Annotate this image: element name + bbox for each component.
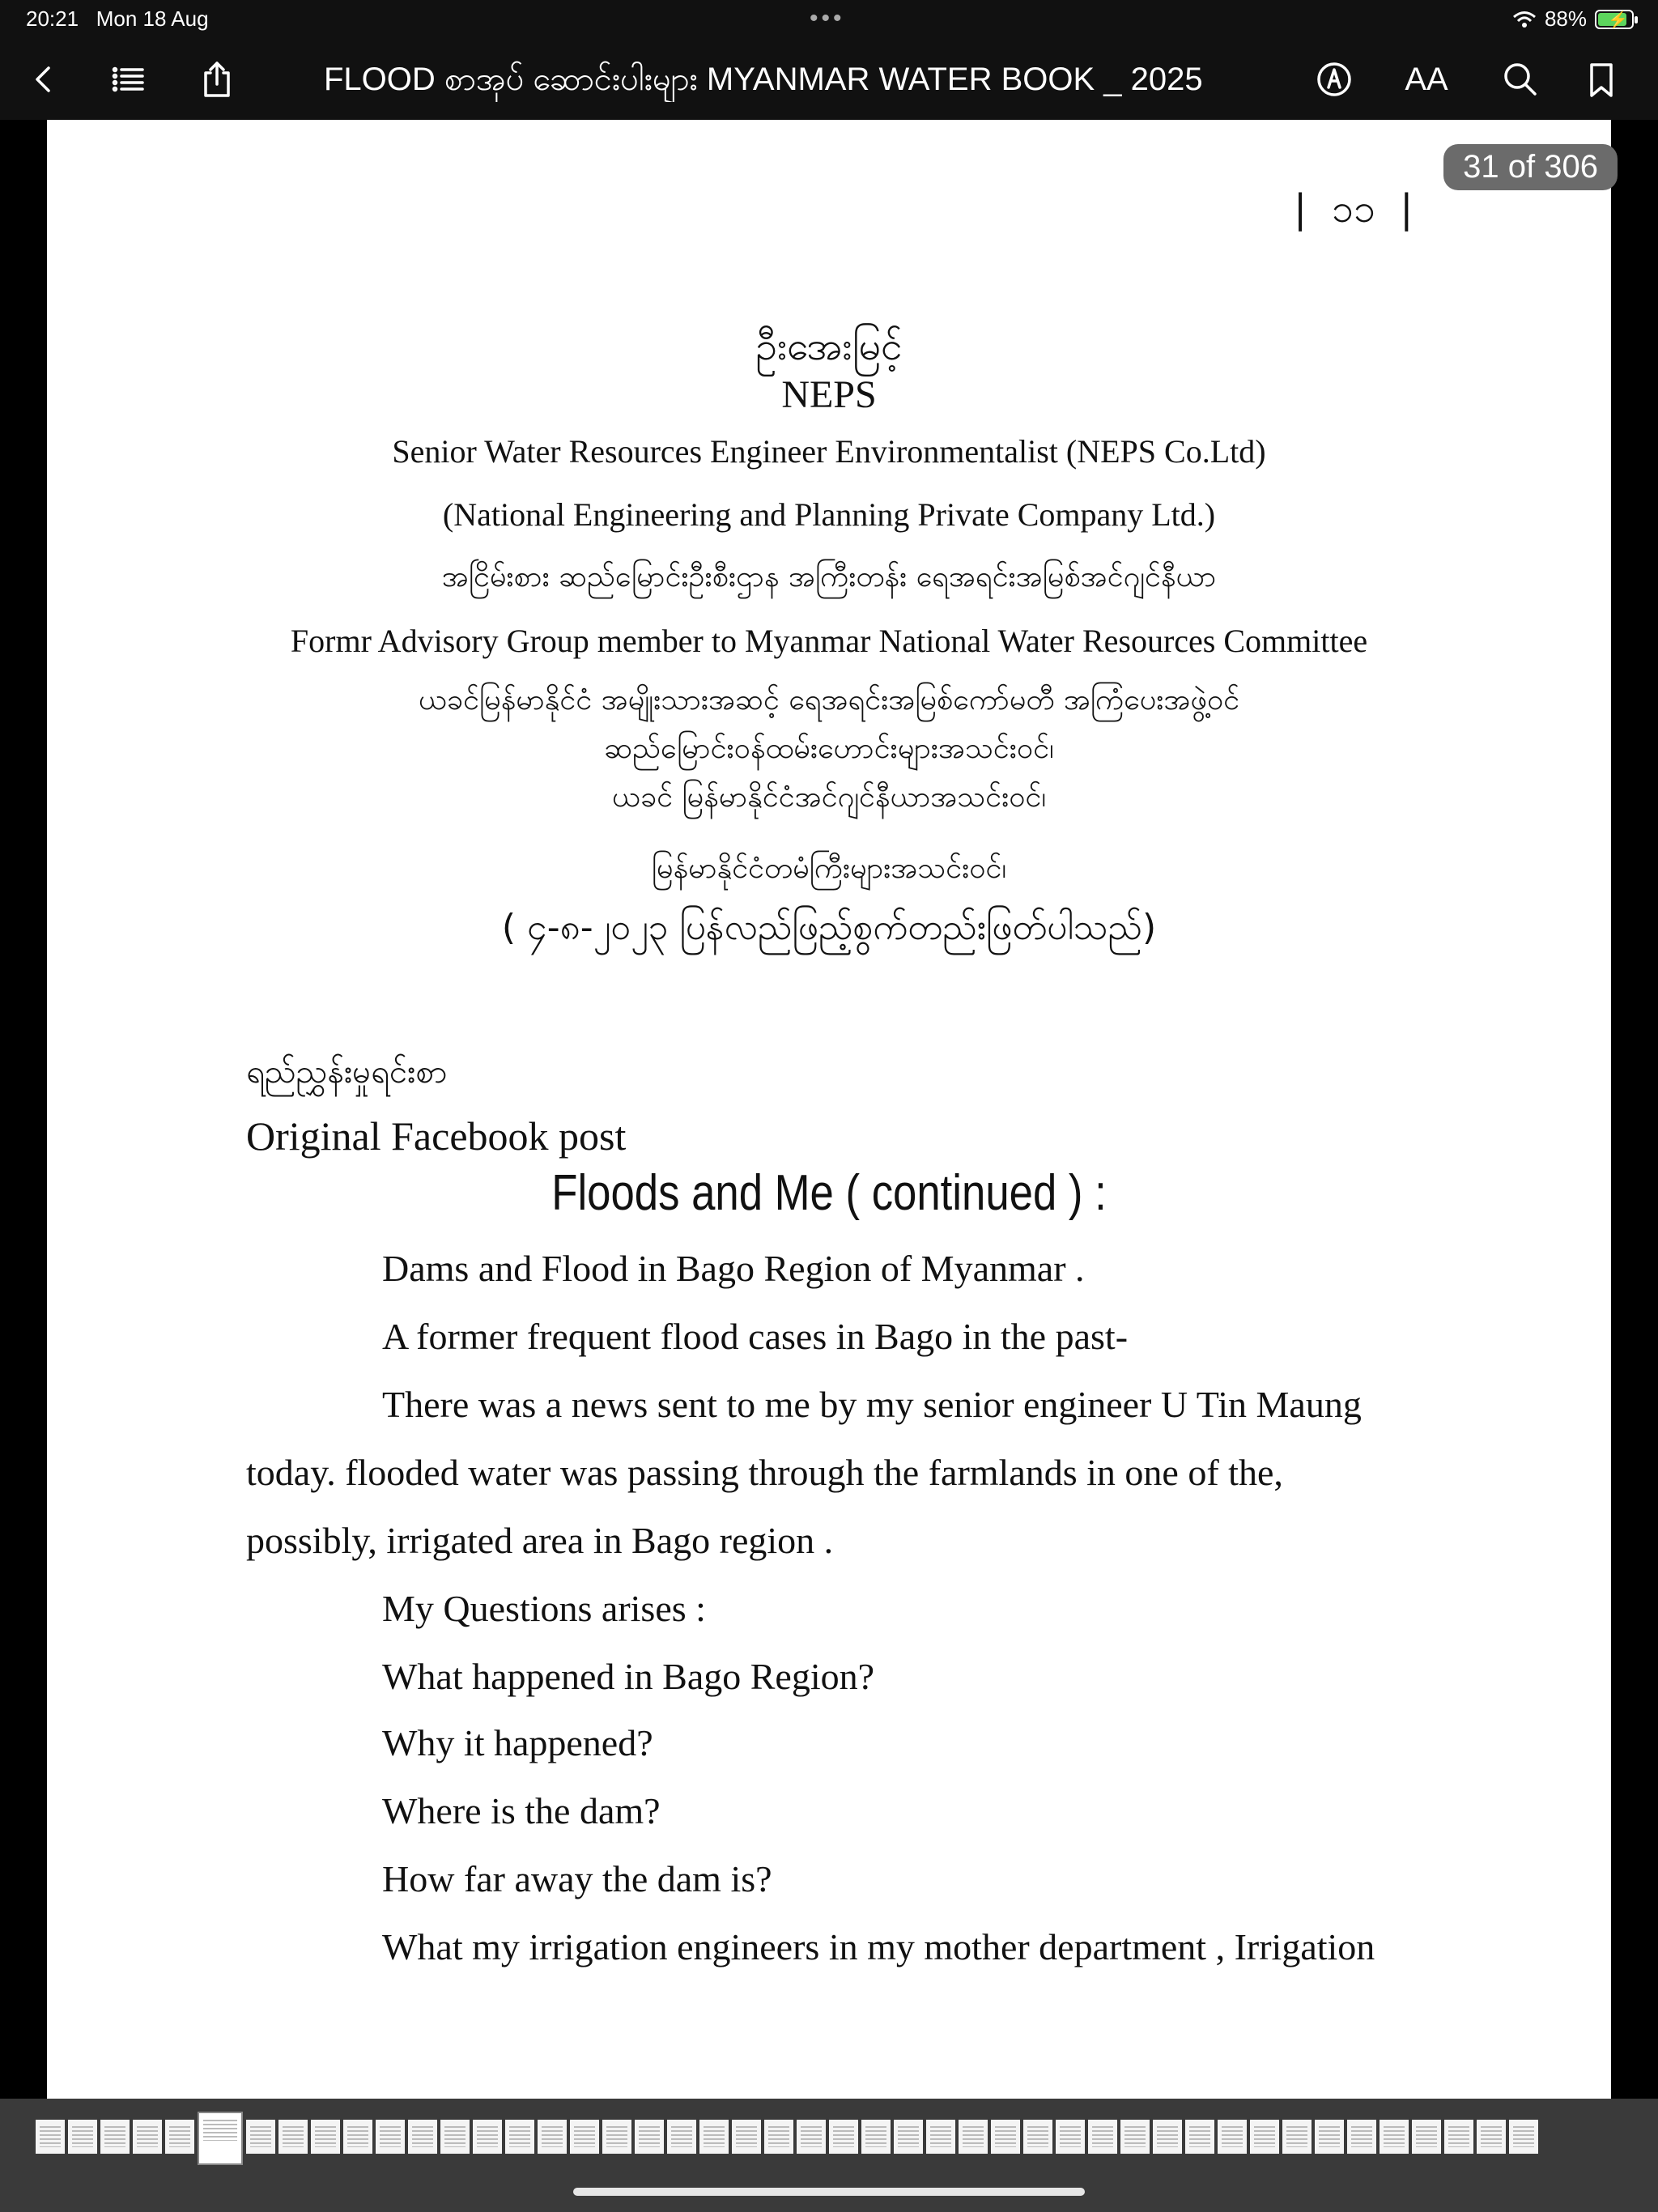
author-title-line-1: Senior Water Resources Engineer Environmentalist (NEPS Co.Ltd) xyxy=(392,433,1266,470)
document-page[interactable] xyxy=(47,120,1611,2099)
page-thumbnail[interactable] xyxy=(1023,2120,1052,2154)
page-thumbnail[interactable] xyxy=(1380,2120,1409,2154)
time-text: 20:21 xyxy=(26,6,79,31)
text-size-button[interactable] xyxy=(1402,55,1451,104)
page-thumbnail[interactable] xyxy=(311,2120,340,2154)
body-line: Why it happened? xyxy=(382,1722,653,1763)
body-line: What happened in Bago Region? xyxy=(382,1656,875,1697)
multitasking-dots-icon[interactable]: ••• xyxy=(810,5,845,32)
body-line: There was a news sent to me by my senior engineer U Tin Maung xyxy=(382,1384,1362,1425)
reference-label-en: Original Facebook post xyxy=(246,1113,627,1159)
body-line: A former frequent flood cases in Bago in the past- xyxy=(382,1316,1129,1357)
body-line: My Questions arises : xyxy=(382,1588,706,1629)
page-thumbnail[interactable] xyxy=(1250,2120,1279,2154)
bookmark-icon[interactable] xyxy=(1577,55,1626,104)
page-thumbnail[interactable] xyxy=(570,2120,599,2154)
page-thumbnail[interactable] xyxy=(959,2120,988,2154)
page-thumbnail[interactable] xyxy=(829,2120,858,2154)
author-title-line-5: ယခင်မြန်မာနိုင်ငံ အမျိုးသားအဆင့် ရေအရင်းအမြစ်ကော်မတီ အကြံပေးအဖွဲ့ဝင် xyxy=(418,683,1240,717)
page-thumbnail[interactable] xyxy=(68,2120,97,2154)
page-thumbnail[interactable] xyxy=(1153,2120,1182,2154)
body-line: What my irrigation engineers in my mother department , Irrigation xyxy=(382,1926,1375,1967)
author-title-line-3: အငြိမ်းစား ဆည်မြောင်းဦးစီးဌာန အကြီးတန်း ရေအရင်းအမြစ်အင်ဂျင်နီယာ xyxy=(441,560,1217,593)
battery-icon xyxy=(1595,10,1634,29)
page-thumbnail[interactable] xyxy=(538,2120,567,2154)
search-icon[interactable] xyxy=(1496,55,1545,104)
author-org: NEPS xyxy=(781,373,877,416)
page-thumbnail[interactable] xyxy=(1477,2120,1506,2154)
battery-percent: 88% xyxy=(1544,6,1587,31)
text-size-label: AA xyxy=(1405,61,1448,97)
page-thumbnail[interactable] xyxy=(861,2120,891,2154)
author-title-line-4: Formr Advisory Group member to Myanmar National Water Resources Committee xyxy=(290,623,1368,659)
thumbnail-list xyxy=(36,2120,1538,2165)
page-thumbnail[interactable] xyxy=(732,2120,761,2154)
page-thumbnail[interactable] xyxy=(376,2120,405,2154)
page-counter: 31 of 306 xyxy=(1443,144,1618,190)
page-thumbnail[interactable] xyxy=(1282,2120,1312,2154)
page-thumbnail-current[interactable] xyxy=(198,2112,243,2165)
page-thumbnail[interactable] xyxy=(343,2120,372,2154)
page-thumbnail[interactable] xyxy=(926,2120,955,2154)
page-thumbnail[interactable] xyxy=(1509,2120,1538,2154)
page-thumbnail[interactable] xyxy=(797,2120,826,2154)
page-thumbnail[interactable] xyxy=(1056,2120,1085,2154)
share-icon[interactable] xyxy=(193,55,241,104)
body-line: Dams and Flood in Bago Region of Myanmar . xyxy=(382,1248,1085,1289)
page-number: | ၁၁ | xyxy=(1294,186,1414,232)
status-time xyxy=(26,6,209,32)
article-heading: Floods and Me ( continued ) : xyxy=(551,1165,1107,1221)
status-right xyxy=(1512,6,1634,32)
page-thumbnail[interactable] xyxy=(635,2120,664,2154)
page-thumbnail[interactable] xyxy=(133,2120,162,2154)
body-line: How far away the dam is? xyxy=(382,1858,772,1899)
status-bar xyxy=(0,0,1658,39)
author-title-line-7: ယခင် မြန်မာနိုင်ငံအင်ဂျင်နီယာအသင်းဝင်၊ xyxy=(611,781,1047,814)
author-title-line-8: မြန်မာနိုင်ငံတမံကြီးများအသင်းဝင်၊ xyxy=(651,852,1007,885)
back-icon[interactable] xyxy=(19,55,68,104)
page-number-text: ၁၁ xyxy=(1331,186,1375,232)
page-thumbnail[interactable] xyxy=(667,2120,696,2154)
page-thumbnail[interactable] xyxy=(1218,2120,1247,2154)
body-line: possibly, irrigated area in Bago region . xyxy=(246,1520,834,1561)
page-thumbnail[interactable] xyxy=(1088,2120,1117,2154)
page-thumbnail[interactable] xyxy=(505,2120,534,2154)
page-thumbnail[interactable] xyxy=(699,2120,729,2154)
page-thumbnail[interactable] xyxy=(246,2120,275,2154)
page-thumbnail[interactable] xyxy=(1185,2120,1214,2154)
date-text: Mon 18 Aug xyxy=(96,6,209,31)
author-title-line-2: (National Engineering and Planning Private Company Ltd.) xyxy=(442,496,1216,533)
page-thumbnail[interactable] xyxy=(278,2120,308,2154)
page-thumbnail[interactable] xyxy=(1444,2120,1473,2154)
page-thumbnail[interactable] xyxy=(1347,2120,1376,2154)
page-thumbnail[interactable] xyxy=(473,2120,502,2154)
author-title-line-9: ( ၄-၈-၂၀၂၃ ပြန်လည်ဖြည့်စွက်တည်းဖြတ်ပါသည်) xyxy=(501,907,1157,948)
home-indicator[interactable] xyxy=(573,2188,1085,2196)
author-title-line-6: ဆည်မြောင်းဝန်ထမ်းဟောင်းများအသင်းဝင်၊ xyxy=(604,732,1054,765)
page-thumbnail[interactable] xyxy=(894,2120,923,2154)
page-thumbnail[interactable] xyxy=(991,2120,1020,2154)
table-of-contents-icon[interactable] xyxy=(104,55,152,104)
page-thumbnail[interactable] xyxy=(602,2120,631,2154)
page-thumbnail[interactable] xyxy=(1315,2120,1344,2154)
page-thumbnail[interactable] xyxy=(100,2120,130,2154)
markup-icon[interactable] xyxy=(1310,55,1358,104)
page-thumbnail[interactable] xyxy=(764,2120,793,2154)
page-thumbnail[interactable] xyxy=(165,2120,194,2154)
charging-icon: ⚡ xyxy=(1608,11,1628,29)
reference-label-my: ရည်ညွှန်းမှုရင်းစာ xyxy=(246,1053,448,1091)
wifi-icon xyxy=(1512,11,1537,28)
page-thumbnail[interactable] xyxy=(36,2120,65,2154)
body-line: today. flooded water was passing through the farmlands in one of the, xyxy=(246,1452,1283,1493)
page-thumbnail[interactable] xyxy=(1120,2120,1150,2154)
body-line: Where is the dam? xyxy=(382,1790,661,1831)
page-thumbnail[interactable] xyxy=(440,2120,470,2154)
page-thumbnail[interactable] xyxy=(408,2120,437,2154)
page-thumbnail[interactable] xyxy=(1412,2120,1441,2154)
author-name: ဦးအေးမြင့် xyxy=(755,324,903,369)
document-title: FLOOD စာအုပ် ဆောင်းပါးများ MYANMAR WATER BOOK _ 2025 xyxy=(324,62,1203,97)
reader-toolbar xyxy=(0,39,1658,120)
